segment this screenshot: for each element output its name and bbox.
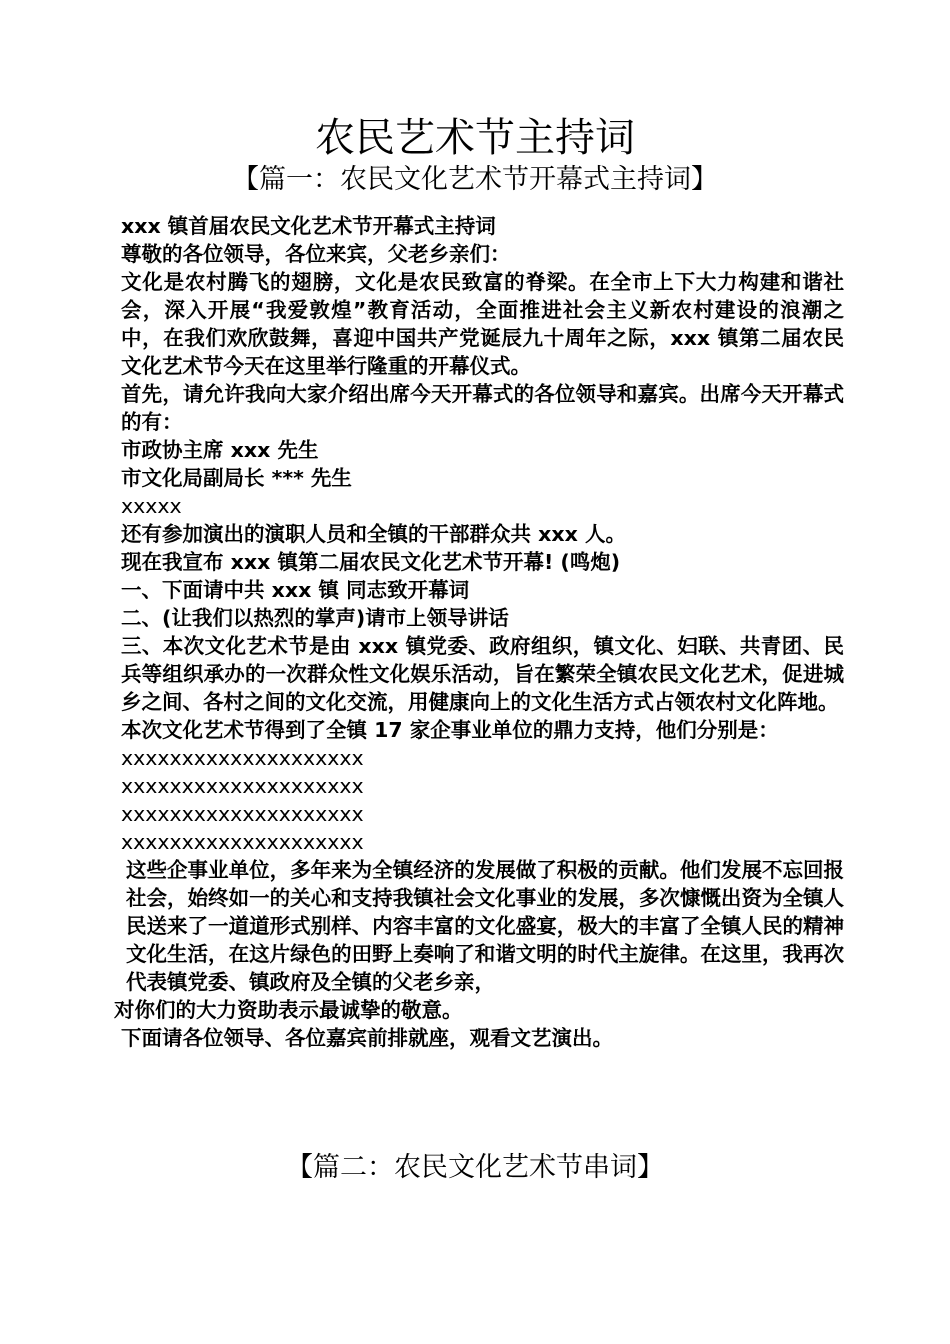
body-paragraph: xxxxxxxxxxxxxxxxxxxx (121, 802, 364, 826)
body-paragraph: 尊敬的各位领导，各位来宾，父老乡亲们： (121, 242, 511, 266)
body-paragraph: 文化是农村腾飞的翅膀，文化是农民致富的脊梁。在全市上下大力构建和谐社会，深入开展“我爱敦煌”教育活动，全面推进社会主义新农村建设的浪潮之中，在我们欢欣鼓舞，喜迎中国共产党诞辰九十周年之际，xxx 镇第二届农民文化艺术节今天在这里举行隆重的开幕仪式。 (121, 270, 844, 378)
body-paragraph: 一、下面请中共 xxx 镇 同志致开幕词 (121, 578, 470, 602)
body-paragraph: 还有参加演出的演职人员和全镇的干部群众共 xxx 人。 (121, 522, 626, 546)
body-paragraph: xxxxxxxxxxxxxxxxxxxx (121, 746, 364, 770)
section-heading-1: 【篇一：农民文化艺术节开幕式主持词】 (232, 164, 718, 195)
body-paragraph: 首先，请允许我向大家介绍出席今天开幕式的各位领导和嘉宾。出席今天开幕式的有： (121, 382, 844, 434)
body-paragraph: xxxxxxxxxxxxxxxxxxxx (121, 830, 364, 854)
body-paragraph: 市政协主席 xxx 先生 (121, 438, 319, 462)
body-paragraph: 二、(让我们以热烈的掌声)请市上领导讲话 (121, 606, 509, 630)
body-paragraph: 对你们的大力资助表示最诚挚的敬意。 (114, 998, 463, 1022)
document-title: 农民艺术节主持词 (315, 115, 635, 161)
body-paragraph: xxxxx (121, 494, 182, 518)
body-paragraph: 本次文化艺术节得到了全镇 17 家企事业单位的鼎力支持，他们分别是： (121, 718, 779, 742)
body-paragraph: 三、本次文化艺术节是由 xxx 镇党委、政府组织，镇文化、妇联、共青团、民兵等组织承办的一次群众性文化娱乐活动，旨在繁荣全镇农民文化艺术，促进城乡之间、各村之间的文化交流，用健康向上的文化生活方式占领农村文化阵地。 (121, 634, 844, 714)
body-paragraph: 市文化局副局长 *** 先生 (121, 466, 352, 490)
body-paragraph: 现在我宣布 xxx 镇第二届农民文化艺术节开幕! (鸣炮) (121, 550, 621, 574)
body-paragraph: 这些企事业单位，多年来为全镇经济的发展做了积极的贡献。他们发展不忘回报社会，始终如一的关心和支持我镇社会文化事业的发展，多次慷慨出资为全镇人民送来了一道道形式别样、内容丰富的文化盛宴，极大的丰富了全镇人民的精神文化生活，在这片绿色的田野上奏响了和谐文明的时代主旋律。在这里，我再次代表镇党委、镇政府及全镇的父老乡亲， (126, 858, 844, 994)
body-paragraph: 下面请各位领导、各位嘉宾前排就座，观看文艺演出。 (121, 1026, 613, 1050)
document-body (114, 212, 844, 1052)
body-paragraph: xxxxxxxxxxxxxxxxxxxx (121, 774, 364, 798)
body-paragraph: xxx 镇首届农民文化艺术节开幕式主持词 (121, 214, 496, 238)
section-heading-2: 【篇二：农民文化艺术节串词】 (286, 1152, 664, 1183)
